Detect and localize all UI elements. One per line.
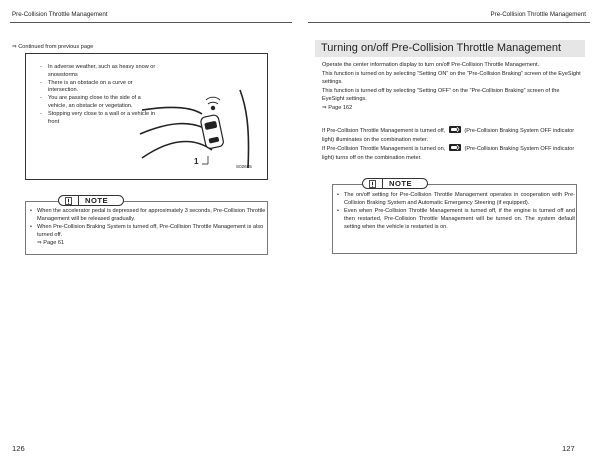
page-number-left: 126 <box>12 444 25 453</box>
header-right-title: Pre-Collision Throttle Management <box>490 11 586 18</box>
page-number-right: 127 <box>562 444 575 453</box>
section-title: Turning on/off Pre-Collision Throttle Management <box>315 40 585 57</box>
list-item: - You are passing close to the side of a vehicle, an obstacle or vegetation. <box>40 95 141 109</box>
indicator-paragraph: If Pre-Collision Throttle Management is turned off, (Pre-Collision Braking System OFF indicator light) illuminates on the combination meter. If Pre-Collision Throttle Management is turned on, (Pre-Collision Braking System OFF indicator light) turns off on the combination meter. <box>322 128 575 161</box>
intro-line: This function is turned on by selecting “Setting ON” on the “Pre-Collision Braking” screen of the EyeSight settings. <box>322 70 581 85</box>
braking-off-indicator-icon <box>449 126 461 133</box>
braking-off-indicator-icon <box>449 144 461 151</box>
list-item: - Stopping very close to a wall or a vehicle in front <box>40 110 155 125</box>
curve-illustration <box>128 76 264 172</box>
header-divider-left <box>10 22 292 23</box>
page-reference: ⇒ Page 162 <box>322 104 353 111</box>
note-tab-left <box>58 195 124 206</box>
note-label: NOTE <box>85 196 109 205</box>
intro-paragraph <box>322 61 582 112</box>
note-icon <box>65 197 72 205</box>
list-item: • The on/off setting for Pre-Collision Throttle Management operates in cooperation with Pre-Collision Braking System and Automatic Emergency Steering (if equipped). <box>337 192 575 206</box>
figure-code: S02685 <box>236 164 252 169</box>
note-tab-right <box>362 178 428 189</box>
note-list-right <box>337 192 575 232</box>
figure-label-number: 1 <box>194 157 199 166</box>
list-item: • When Pre-Collision Braking System is turned off, Pre-Collision Throttle Management is also turned off. ⇒ Page 61 <box>30 224 266 248</box>
note-list-left <box>30 208 266 248</box>
note-label: NOTE <box>389 179 413 188</box>
note-icon <box>369 180 376 188</box>
header-left-title: Pre-Collision Throttle Management <box>12 11 108 18</box>
list-item: - There is an obstacle on a curve or intersection. <box>40 79 133 94</box>
intro-line: This function is turned off by selecting “Setting OFF” on the “Pre-Collision Braking” screen of the EyeSight settings. <box>322 87 560 102</box>
list-item: - In adverse weather, such as heavy snow or snowstorms <box>40 64 156 78</box>
list-item: • Even when Pre-Collision Throttle Management is turned off, if the engine is turned off and then restarted, Pre-Collision Throttle Management will be turned on. The system default setting when the vehicle is restarted is on. <box>337 207 575 230</box>
list-item: • When the accelerator pedal is depressed for approximately 3 seconds, Pre-Collision Throttle Management will be released gradually. <box>30 208 266 222</box>
page-reference: ⇒ Page 61 <box>37 239 65 246</box>
intro-line: Operate the center information display to turn on/off Pre-Collision Throttle Management. <box>322 62 540 68</box>
header-divider-right <box>308 22 590 23</box>
continued-from-previous: ⇒ Continued from previous page <box>12 44 94 50</box>
